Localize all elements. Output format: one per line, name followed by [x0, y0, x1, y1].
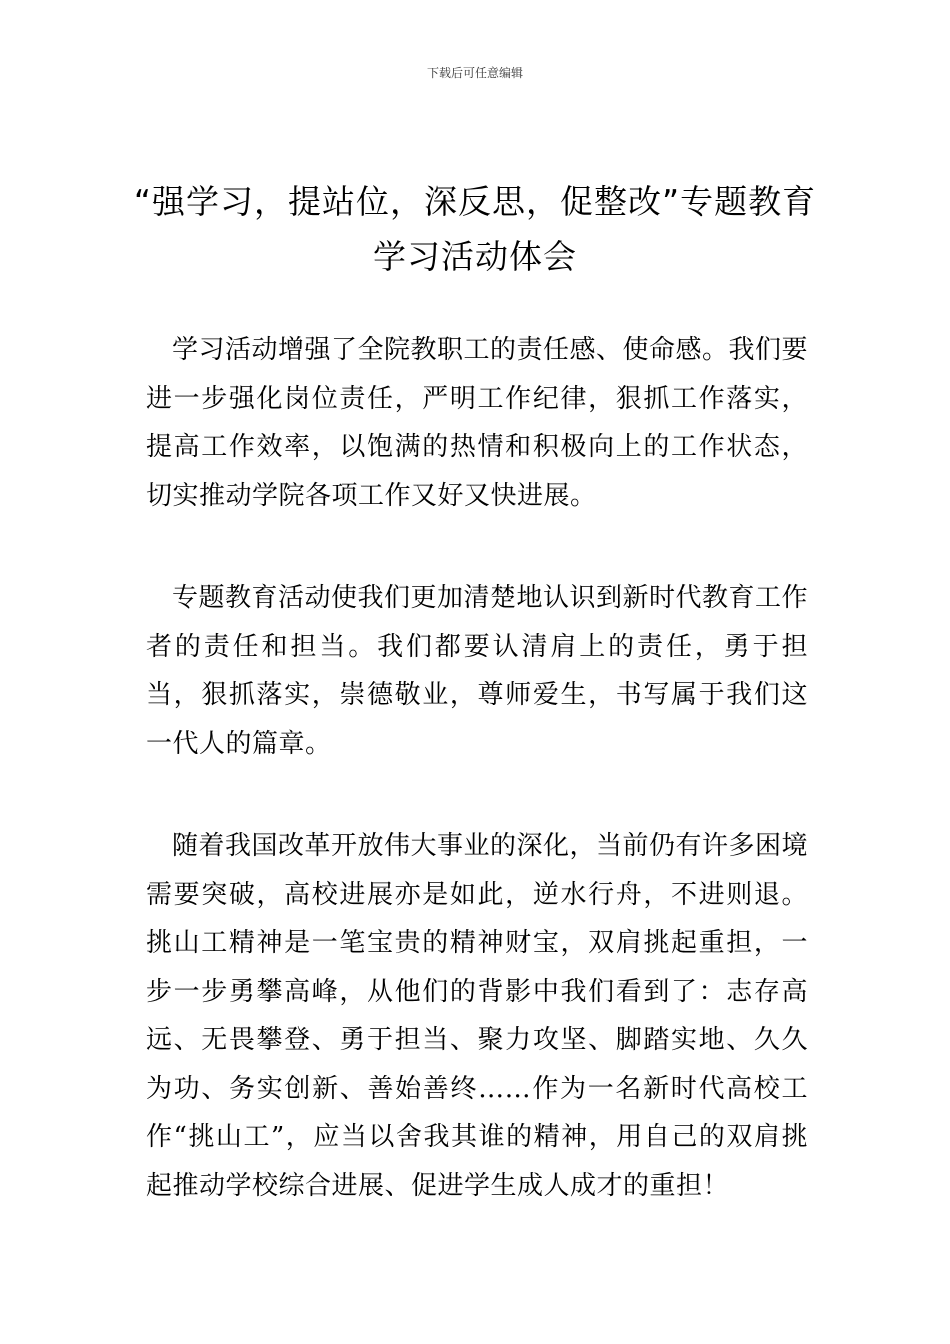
paragraph-1: 学习活动增强了全院教职工的责任感、使命感。我们要进一步强化岗位责任，严明工作纪律，狠抓工作落实，提高工作效率，以饱满的热情和积极向上的工作状态，切实推动学院各项工作又好又快进展。: [146, 335, 809, 511]
header-note: 下载后可任意编辑: [426, 66, 523, 80]
document-title: “强学习，提站位，深反思，促整改”专题教育学习活动体会: [133, 182, 817, 276]
paragraph-2: 专题教育活动使我们更加清楚地认识到新时代教育工作者的责任和担当。我们都要认清肩上的责任，勇于担当，狠抓落实，崇德敬业，尊师爱生，书写属于我们这一代人的篇章。: [146, 583, 809, 759]
paragraph-3: 随着我国改革开放伟大事业的深化，当前仍有许多困境需要突破，高校进展亦是如此，逆水行舟，不进则退。挑山工精神是一笔宝贵的精神财宝，双肩挑起重担，一步一步勇攀高峰，从他们的背影中我们看到了：志存高远、无畏攀登、勇于担当、聚力攻坚、脚踏实地、久久为功、务实创新、善始善终……作为一名新时代高校工作“挑山工”，应当以舍我其谁的精神，用自己的双肩挑起推动学校综合进展、促进学生成人成才的重担！: [146, 831, 809, 1201]
